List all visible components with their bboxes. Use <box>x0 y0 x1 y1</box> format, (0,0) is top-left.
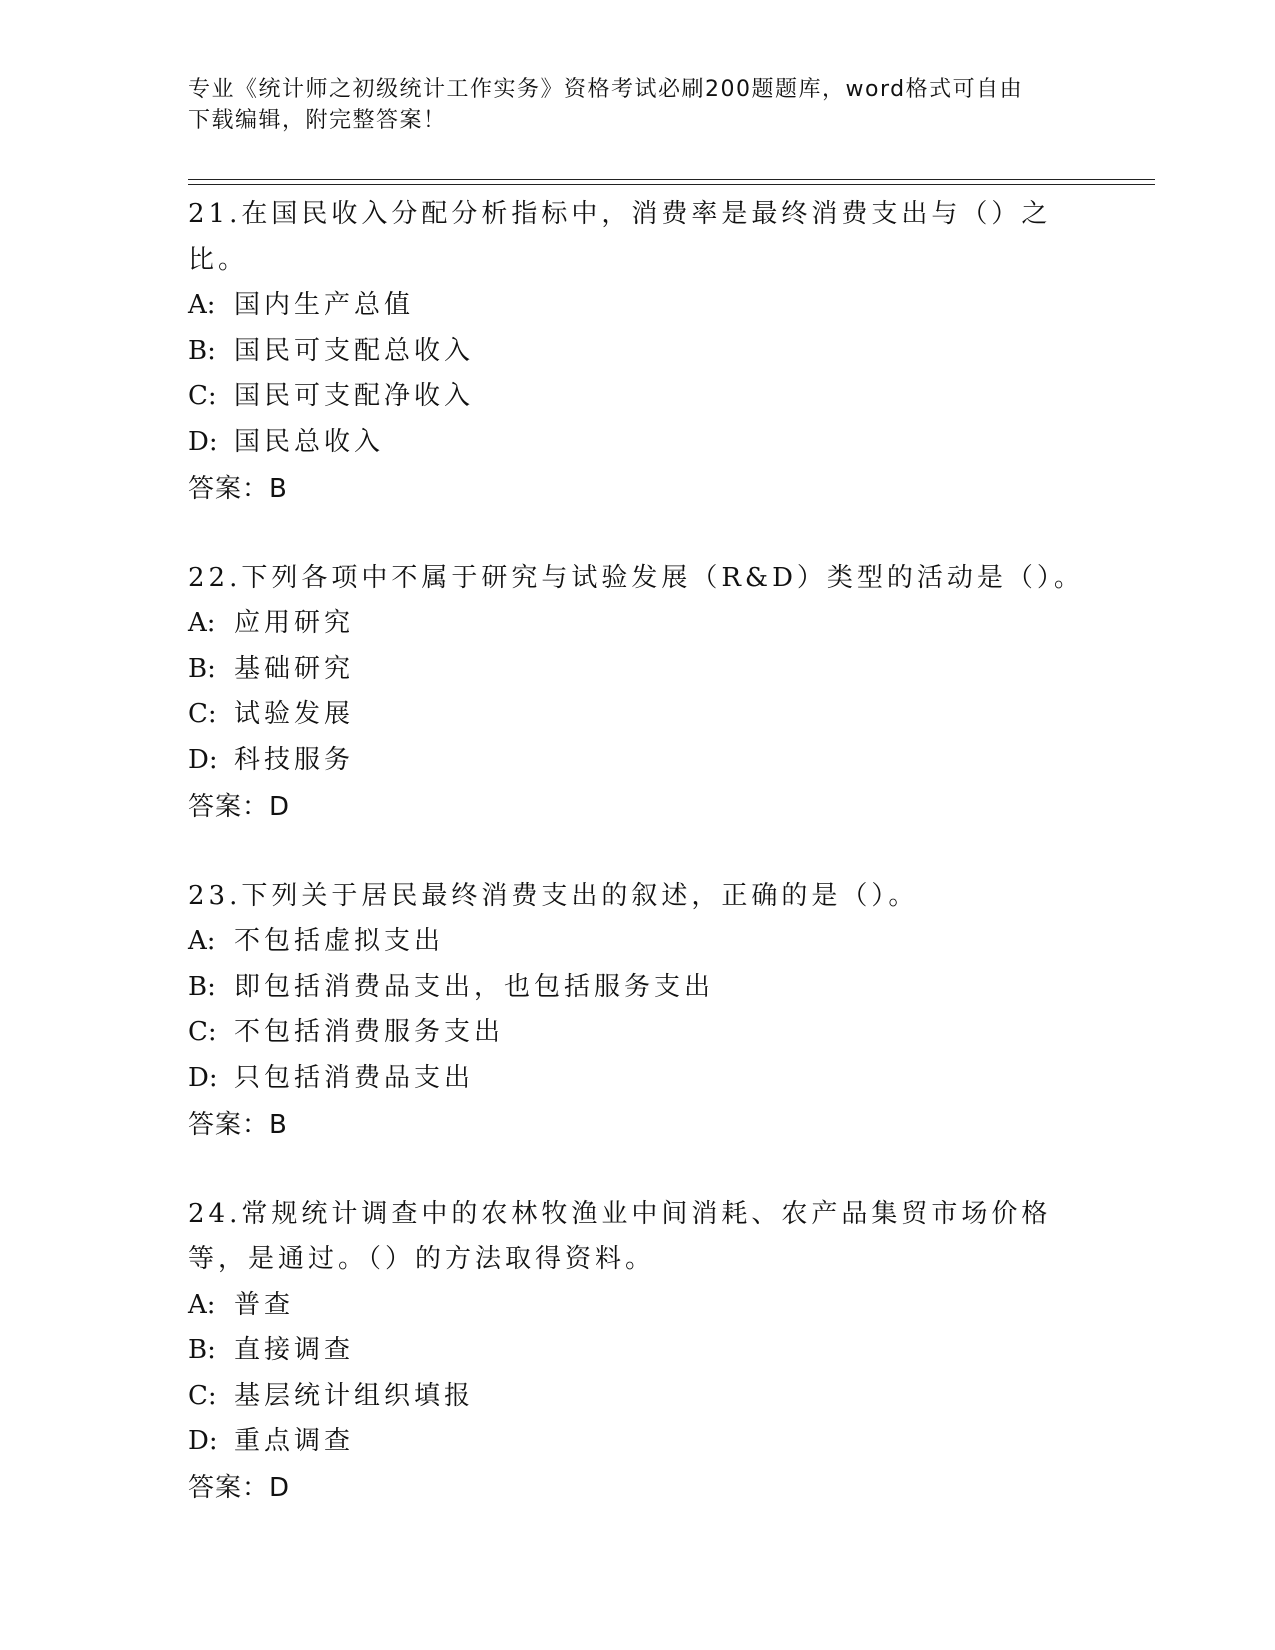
answer-line: 答案：B <box>188 473 288 504</box>
option-text: 应用研究 <box>234 608 355 639</box>
option-b <box>188 965 1148 1011</box>
option-key: D: <box>188 426 218 457</box>
option-key: C: <box>188 699 217 730</box>
question-stem: 21.在国民收入分配分析指标中，消费率是最终消费支出与（）之比。 <box>188 199 1052 275</box>
question-23 <box>188 874 1148 1148</box>
option-a <box>188 1283 1148 1329</box>
option-c <box>188 374 1148 420</box>
option-key: A: <box>188 290 216 321</box>
option-key: B: <box>188 971 216 1002</box>
option-text: 国民可支配总收入 <box>234 335 475 366</box>
option-text: 基层统计组织填报 <box>234 1380 475 1411</box>
question-21 <box>188 192 1148 512</box>
option-text: 国内生产总值 <box>234 290 415 321</box>
question-stem: 22.下列各项中不属于研究与试验发展（R&D）类型的活动是（）。 <box>188 562 1084 593</box>
header-divider-bottom <box>188 184 1155 185</box>
header-line-2: 下载编辑，附完整答案！ <box>188 108 447 133</box>
question-24 <box>188 1192 1148 1512</box>
option-b <box>188 1328 1148 1374</box>
option-a <box>188 601 1148 647</box>
option-d <box>188 1419 1148 1465</box>
option-text: 国民可支配净收入 <box>234 381 475 412</box>
question-stem: 23.下列关于居民最终消费支出的叙述，正确的是（）。 <box>188 880 919 911</box>
option-a <box>188 919 1148 965</box>
option-text: 直接调查 <box>234 1335 355 1366</box>
question-list <box>188 192 1148 1555</box>
option-c <box>188 1374 1148 1420</box>
option-key: C: <box>188 1017 217 1048</box>
option-text: 即包括消费品支出，也包括服务支出 <box>234 971 715 1002</box>
option-text: 科技服务 <box>234 744 355 775</box>
option-key: D: <box>188 1426 218 1457</box>
option-key: C: <box>188 381 217 412</box>
header-divider-top <box>188 179 1155 180</box>
question-stem: 24.常规统计调查中的农林牧渔业中间消耗、农产品集贸市场价格等，是通过。（）的方法取得资料。 <box>188 1198 1052 1275</box>
option-key: D: <box>188 744 218 775</box>
option-key: B: <box>188 335 216 366</box>
answer-line: 答案：B <box>188 1109 288 1140</box>
option-key: B: <box>188 1335 216 1366</box>
option-text: 普查 <box>234 1289 295 1320</box>
option-text: 基础研究 <box>234 653 355 684</box>
option-text: 国民总收入 <box>234 426 385 457</box>
option-d <box>188 1056 1148 1102</box>
option-d <box>188 738 1148 784</box>
option-text: 只包括消费品支出 <box>234 1062 475 1093</box>
option-b <box>188 329 1148 375</box>
option-text: 不包括虚拟支出 <box>234 926 445 957</box>
option-key: A: <box>188 1289 216 1320</box>
option-a <box>188 283 1148 329</box>
option-key: A: <box>188 926 216 957</box>
option-text: 不包括消费服务支出 <box>234 1017 505 1048</box>
question-22 <box>188 556 1148 830</box>
header-line-1: 专业《统计师之初级统计工作实务》资格考试必刷200题题库，word格式可自由 <box>188 77 1024 102</box>
option-c <box>188 692 1148 738</box>
document-header <box>188 74 1068 136</box>
option-c <box>188 1010 1148 1056</box>
answer-line: 答案：D <box>188 791 291 822</box>
option-key: B: <box>188 653 216 684</box>
option-b <box>188 647 1148 693</box>
option-text: 重点调查 <box>234 1426 355 1457</box>
option-key: D: <box>188 1062 218 1093</box>
option-text: 试验发展 <box>234 699 355 730</box>
option-d <box>188 420 1148 466</box>
option-key: A: <box>188 608 216 639</box>
answer-line: 答案：D <box>188 1473 291 1504</box>
option-key: C: <box>188 1380 217 1411</box>
